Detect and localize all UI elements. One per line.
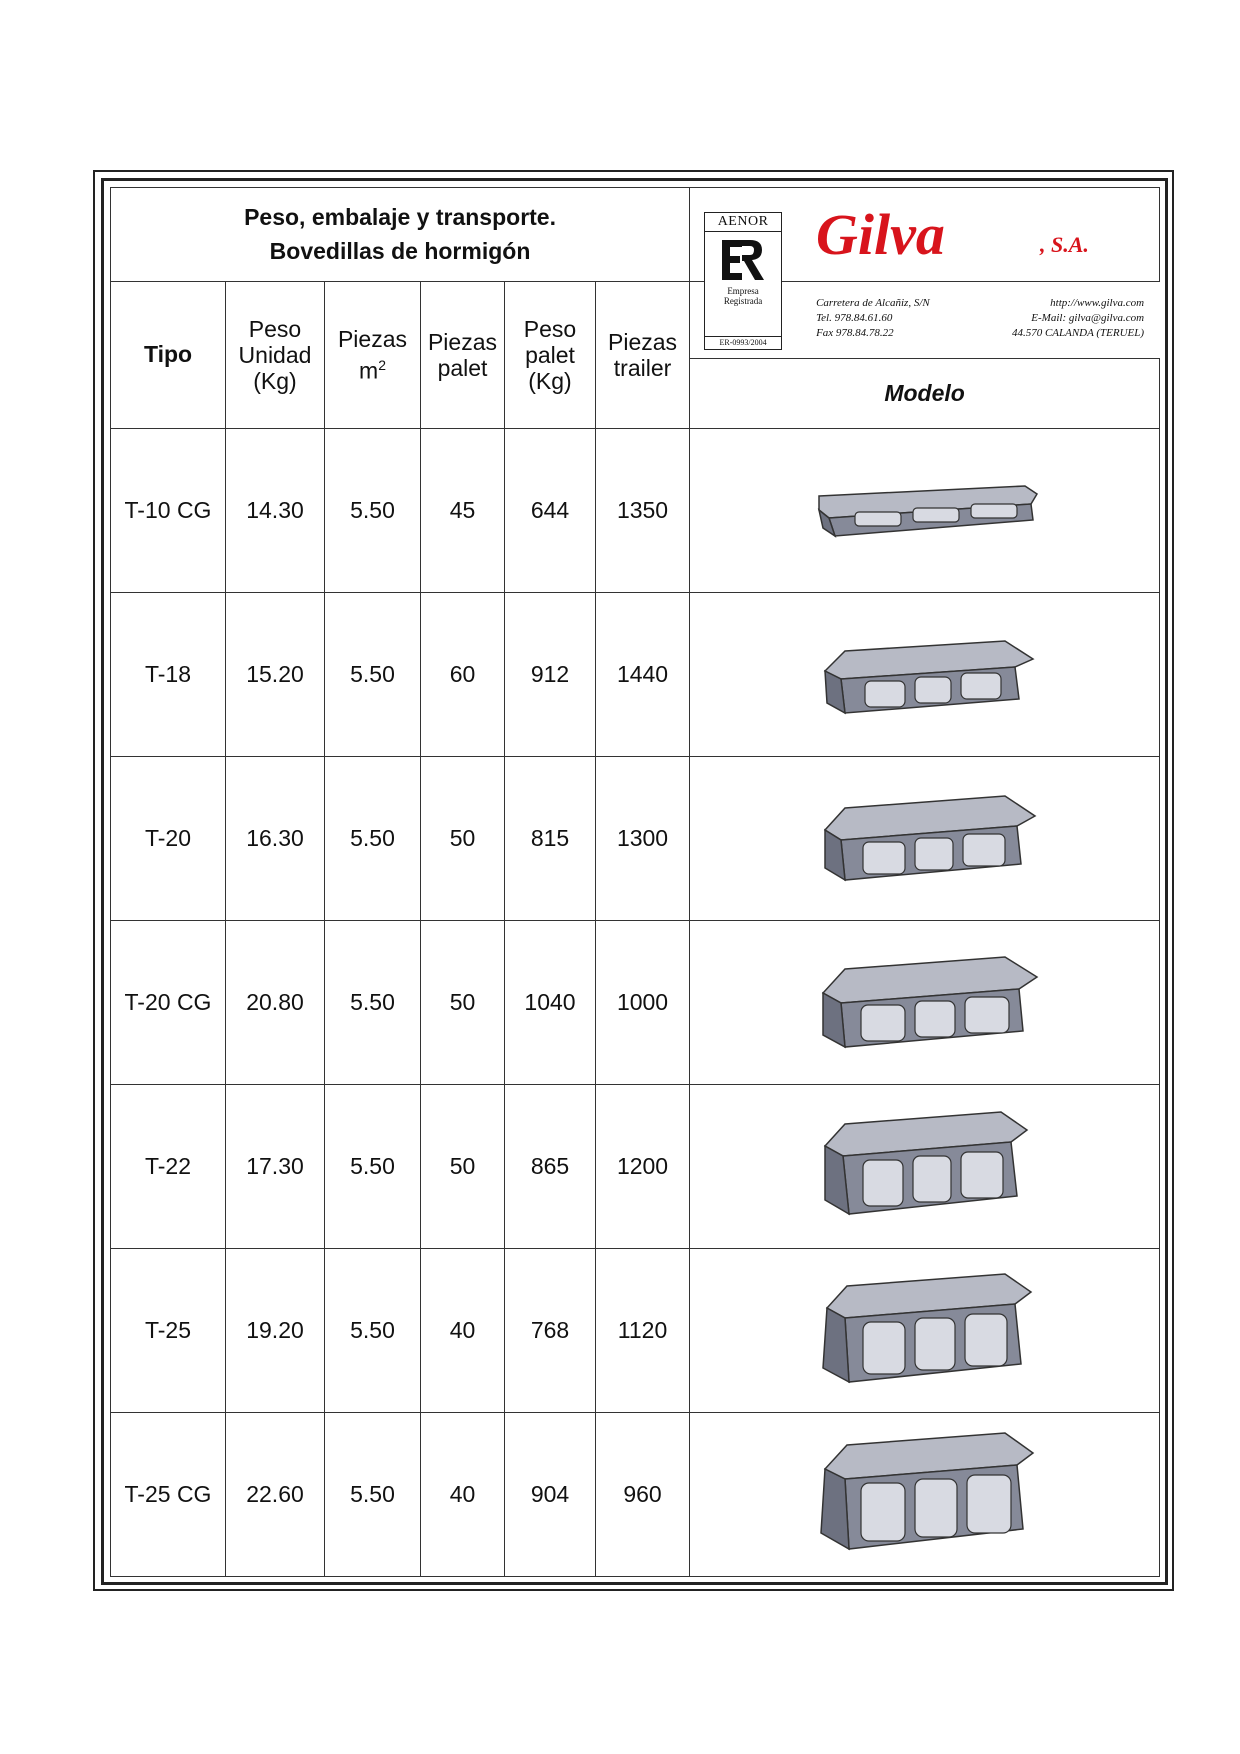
gilva-logo-suffix: , S.A. [1040,232,1089,257]
cell-peso-palet: 904 [505,1412,596,1576]
city-text: 44.570 CALANDA (TERUEL) [1011,327,1145,339]
cell-peso-unidad: 17.30 [226,1085,325,1249]
cell-piezas-palet: 50 [421,921,505,1085]
website-link[interactable]: http://www.gilva.com [1050,297,1145,309]
table-row [111,1412,1160,1576]
company-header [690,188,1160,347]
header-modelo: Modelo [690,358,1160,428]
cell-peso-palet: 768 [505,1249,596,1413]
header-tipo: Tipo [111,281,226,429]
bovedilla-t25-icon [805,1266,1045,1396]
aenor-sub-line-1: Empresa [727,286,759,296]
header-text: palet [525,341,575,368]
gilva-logo-text: Gilva [816,202,945,267]
cell-piezas-m2: 5.50 [325,1085,421,1249]
cell-piezas-trailer: 1440 [596,593,690,757]
cell-modelo [690,757,1160,921]
header-text: Peso [248,315,302,342]
cell-tipo: T-25 [111,1249,226,1413]
cell-piezas-trailer: 1200 [596,1085,690,1249]
cell-tipo: T-18 [111,593,226,757]
title-line-2: Bovedillas de hormigón [269,238,531,265]
cell-peso-unidad: 14.30 [226,429,325,593]
bovedilla-t10cg-icon [805,476,1045,546]
header-text: (Kg) [253,367,297,394]
header-text: Piezas [608,328,678,355]
header-peso-palet [505,281,596,429]
header-piezas-trailer [596,281,690,429]
header-piezas-m2 [325,281,421,429]
header-text: m [359,357,379,384]
address-text: Carretera de Alcañiz, S/N [816,297,930,309]
cell-piezas-m2: 5.50 [325,757,421,921]
table-row [111,1249,1160,1413]
table-row [111,921,1160,1085]
cell-modelo [690,429,1160,593]
cell-peso-unidad: 20.80 [226,921,325,1085]
header-text: Peso [523,315,577,342]
table-row [111,593,1160,757]
header-text: Unidad [238,341,312,368]
product-table [110,187,1160,1577]
cell-tipo: T-22 [111,1085,226,1249]
cell-piezas-trailer: 1350 [596,429,690,593]
table-row [111,1085,1160,1249]
tel-text: Tel. 978.84.61.60 [816,312,893,324]
header-text: Piezas [337,326,408,353]
header-superscript: 2 [378,357,386,374]
cell-peso-palet: 644 [505,429,596,593]
cell-piezas-trailer: 960 [596,1412,690,1576]
cell-peso-palet: 1040 [505,921,596,1085]
header-text: Piezas [427,328,498,355]
cell-tipo: T-25 CG [111,1412,226,1576]
cell-piezas-m2: 5.50 [325,429,421,593]
cell-piezas-m2: 5.50 [325,593,421,757]
gilva-logo [812,198,1142,270]
er-mark-icon [720,238,766,282]
bovedilla-t22-icon [805,1104,1045,1229]
cell-peso-palet: 815 [505,757,596,921]
title-line-1: Peso, embalaje y transporte. [244,204,556,231]
cell-piezas-m2: 5.50 [325,1249,421,1413]
contact-info [816,296,1144,341]
cell-piezas-trailer: 1300 [596,757,690,921]
cell-tipo: T-10 CG [111,429,226,593]
bovedilla-t20cg-icon [805,945,1045,1060]
header-text: palet [437,354,488,381]
cell-peso-unidad: 19.20 [226,1249,325,1413]
bovedilla-t18-icon [805,625,1045,725]
cell-peso-palet: 912 [505,593,596,757]
table-row [111,757,1160,921]
aenor-sub-line-2: Registrada [723,296,763,306]
cell-piezas-m2: 5.50 [325,921,421,1085]
cell-piezas-trailer: 1000 [596,921,690,1085]
cell-piezas-m2: 5.50 [325,1412,421,1576]
aenor-certification-badge [704,212,782,350]
header-peso-unidad [226,281,325,429]
cell-piezas-palet: 40 [421,1412,505,1576]
cell-piezas-palet: 50 [421,757,505,921]
cell-piezas-palet: 60 [421,593,505,757]
cell-peso-unidad: 16.30 [226,757,325,921]
table-row [111,429,1160,593]
cell-modelo [690,1412,1160,1576]
page-title [111,188,690,282]
header-text: (Kg) [528,367,572,394]
aenor-code: ER-0993/2004 [705,336,781,349]
header-piezas-palet [421,281,505,429]
cell-peso-unidad: 15.20 [226,593,325,757]
cell-peso-palet: 865 [505,1085,596,1249]
cell-piezas-palet: 45 [421,429,505,593]
cell-tipo: T-20 [111,757,226,921]
cell-tipo: T-20 CG [111,921,226,1085]
header-text: trailer [613,354,672,381]
cell-modelo [690,1249,1160,1413]
cell-peso-unidad: 22.60 [226,1412,325,1576]
cell-modelo [690,921,1160,1085]
cell-modelo [690,1085,1160,1249]
bovedilla-t25cg-icon [805,1427,1045,1562]
email-link[interactable]: E-Mail: gilva@gilva.com [1031,312,1145,324]
cell-modelo [690,593,1160,757]
bovedilla-t20-icon [805,784,1045,894]
cell-piezas-palet: 50 [421,1085,505,1249]
cell-piezas-trailer: 1120 [596,1249,690,1413]
cell-piezas-palet: 40 [421,1249,505,1413]
aenor-label: AENOR [705,213,781,232]
fax-text: Fax 978.84.78.22 [816,327,894,339]
